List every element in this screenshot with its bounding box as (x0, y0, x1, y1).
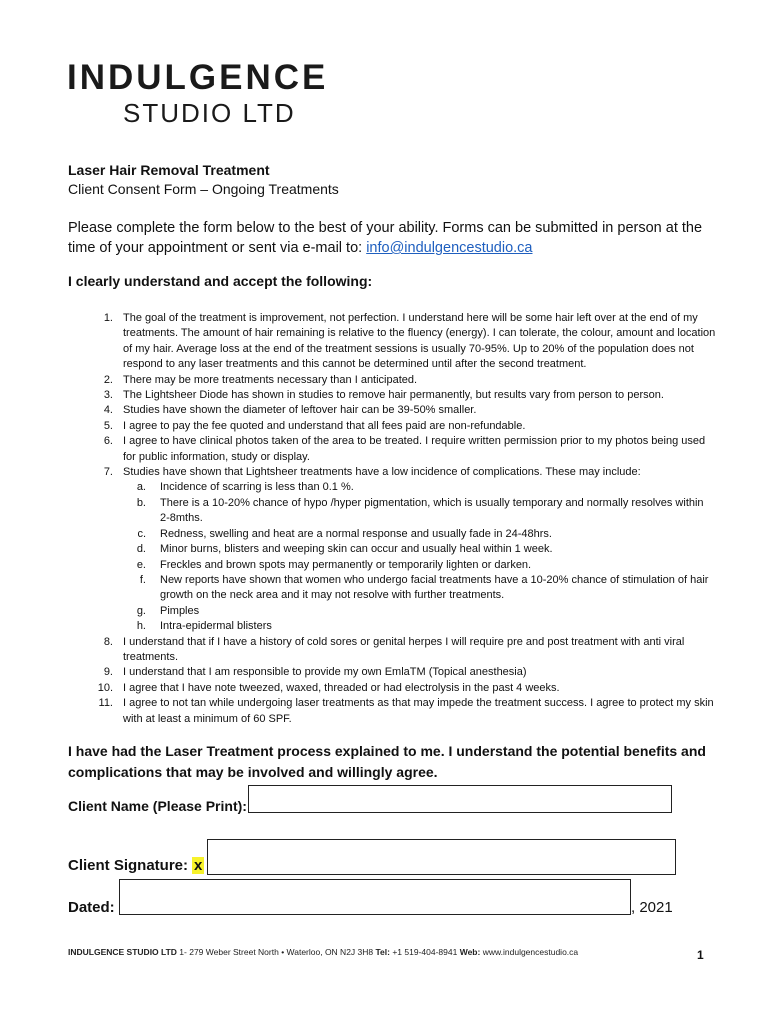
sub-list-item (86, 604, 716, 619)
list-number: 4. (103, 404, 113, 417)
list-text: I understand that if I have a history of cold sores or genital herpes I will require pre and post treatment with anti viral treatments. (123, 635, 685, 663)
list-number: 6. (103, 435, 113, 448)
list-text: I understand that I am responsible to provide my own EmlaTM (Topical anesthesia) (123, 666, 527, 679)
list-item (86, 434, 716, 465)
sub-list-item (86, 558, 716, 573)
footer-web-label: Web: (459, 947, 481, 957)
dated-label: Dated: (68, 899, 115, 916)
footer-tel-label: Tel: (375, 947, 390, 957)
list-text: The goal of the treatment is improvement, not perfection. I understand here will be some hair left over at the end of my treatments. The amount of hair remaining is relative to the fluency (energy). I can tolerate, the colour, amount and location of my hair. Average loss at the end of the treatment sessions is usually 70-95%. Up to 20% of the population does not respond to any laser treatments and this cannot be determined until after the second treatment. (123, 312, 716, 371)
client-signature-field[interactable] (207, 839, 676, 875)
sub-letter: e. (136, 558, 146, 571)
acknowledgement-text: I have had the Laser Treatment process explained to me. I understand the potential benefits and complications that may be involved and willingly agree. (68, 743, 706, 780)
sub-letter: b. (136, 496, 146, 509)
sub-text: Minor burns, blisters and weeping skin can occur and usually heal within 1 week. (160, 543, 553, 556)
list-text: I agree to have clinical photos taken of the area to be treated. I require written permission prior to my photos being used for public information, study or display. (123, 435, 706, 463)
sub-letter: a. (136, 481, 146, 494)
sub-letter: c. (137, 527, 146, 540)
list-text: I agree that I have note tweezed, waxed, threaded or had electrolysis in the past 4 weeks. (123, 681, 560, 694)
list-text: I agree to pay the fee quoted and understand that all fees paid are non-refundable. (123, 419, 526, 432)
client-name-underline (248, 812, 670, 813)
list-text: The Lightsheer Diode has shown in studies to remove hair permanently, but results vary from person to person. (123, 389, 664, 402)
sub-list-item (86, 542, 716, 557)
list-item (86, 681, 716, 696)
list-text: I agree to not tan while undergoing laser treatments as that may impede the treatment success. I agree to protect my skin with at least a minimum of 60 SPF. (123, 697, 714, 725)
intro-text: Please complete the form below to the best of your ability. Forms can be submitted in person at the time of your appointment or sent via e-mail to: (68, 220, 703, 256)
logo-line-1: INDULGENCE (67, 58, 329, 97)
list-item (86, 635, 716, 666)
acceptance-heading: I clearly understand and accept the following: (68, 273, 373, 289)
sub-list-item (86, 527, 716, 542)
intro-paragraph (68, 218, 708, 258)
client-signature-label: Client Signature: (68, 857, 189, 874)
form-title: Laser Hair Removal Treatment (68, 162, 270, 178)
list-item (86, 696, 716, 727)
sub-letter: d. (136, 543, 146, 556)
year-suffix: , 2021 (631, 899, 673, 916)
list-text: Studies have shown the diameter of leftover hair can be 39-50% smaller. (123, 404, 477, 417)
list-number: 8. (103, 635, 113, 648)
company-logo (67, 58, 347, 128)
client-name-field[interactable] (248, 785, 672, 813)
date-field[interactable] (119, 879, 631, 915)
sub-letter: h. (136, 620, 146, 633)
sub-list-item (86, 619, 716, 634)
sub-text: Intra-epidermal blisters (160, 620, 272, 633)
list-number: 11. (98, 697, 113, 710)
sub-list-item (86, 573, 716, 604)
list-item (86, 419, 716, 434)
list-item (86, 665, 716, 680)
sub-text: There is a 10-20% chance of hypo /hyper pigmentation, which is usually temporary and normally resolves within 2-8mths. (160, 496, 704, 525)
sub-text: Freckles and brown spots may permanently or temporarily lighten or darken. (160, 558, 532, 571)
list-number: 3. (103, 389, 113, 402)
sub-text: Redness, swelling and heat are a normal response and usually fade in 24-48hrs. (160, 527, 552, 540)
list-number: 1. (103, 312, 113, 324)
list-item (86, 388, 716, 403)
list-text: Studies have shown that Lightsheer treatments have a low incidence of complications. These may include: (123, 466, 641, 479)
list-text: There may be more treatments necessary than I anticipated. (123, 373, 418, 386)
sub-list-item (86, 480, 716, 495)
footer-address: 1- 279 Weber Street North • Waterloo, ON N2J 3H8 (176, 947, 376, 957)
list-item (86, 373, 716, 388)
list-item (86, 465, 716, 480)
list-number: 10. (97, 681, 113, 694)
list-number: 7. (103, 466, 113, 479)
list-item (86, 403, 716, 418)
footer-web: www.indulgencestudio.ca (480, 947, 579, 957)
sub-text: Incidence of scarring is less than 0.1 %. (160, 481, 354, 494)
list-number: 2. (103, 373, 113, 386)
sub-letter: g. (136, 604, 146, 617)
form-subtitle: Client Consent Form – Ongoing Treatments (68, 181, 339, 197)
sub-text: Pimples (160, 604, 200, 617)
email-link[interactable]: info@indulgencestudio.ca (366, 240, 533, 256)
footer-company: INDULGENCE STUDIO LTD (68, 947, 177, 957)
list-item (86, 311, 716, 373)
footer (68, 947, 578, 957)
client-name-label: Client Name (Please Print): (68, 798, 247, 814)
list-number: 5. (103, 419, 113, 432)
sub-list-item (86, 496, 716, 527)
sub-text: New reports have shown that women who undergo facial treatments have a 10-20% chance of stimulation of hair growth on the neck area and it may not resolve with further treatments. (160, 573, 709, 602)
signature-x-mark: x (194, 857, 203, 874)
page-number: 1 (697, 948, 704, 962)
consent-list (86, 311, 716, 727)
footer-tel: +1 519-404-8941 (389, 947, 460, 957)
list-number: 9. (103, 666, 113, 679)
sub-letter: f. (139, 573, 146, 586)
logo-line-2: STUDIO LTD (123, 98, 296, 128)
